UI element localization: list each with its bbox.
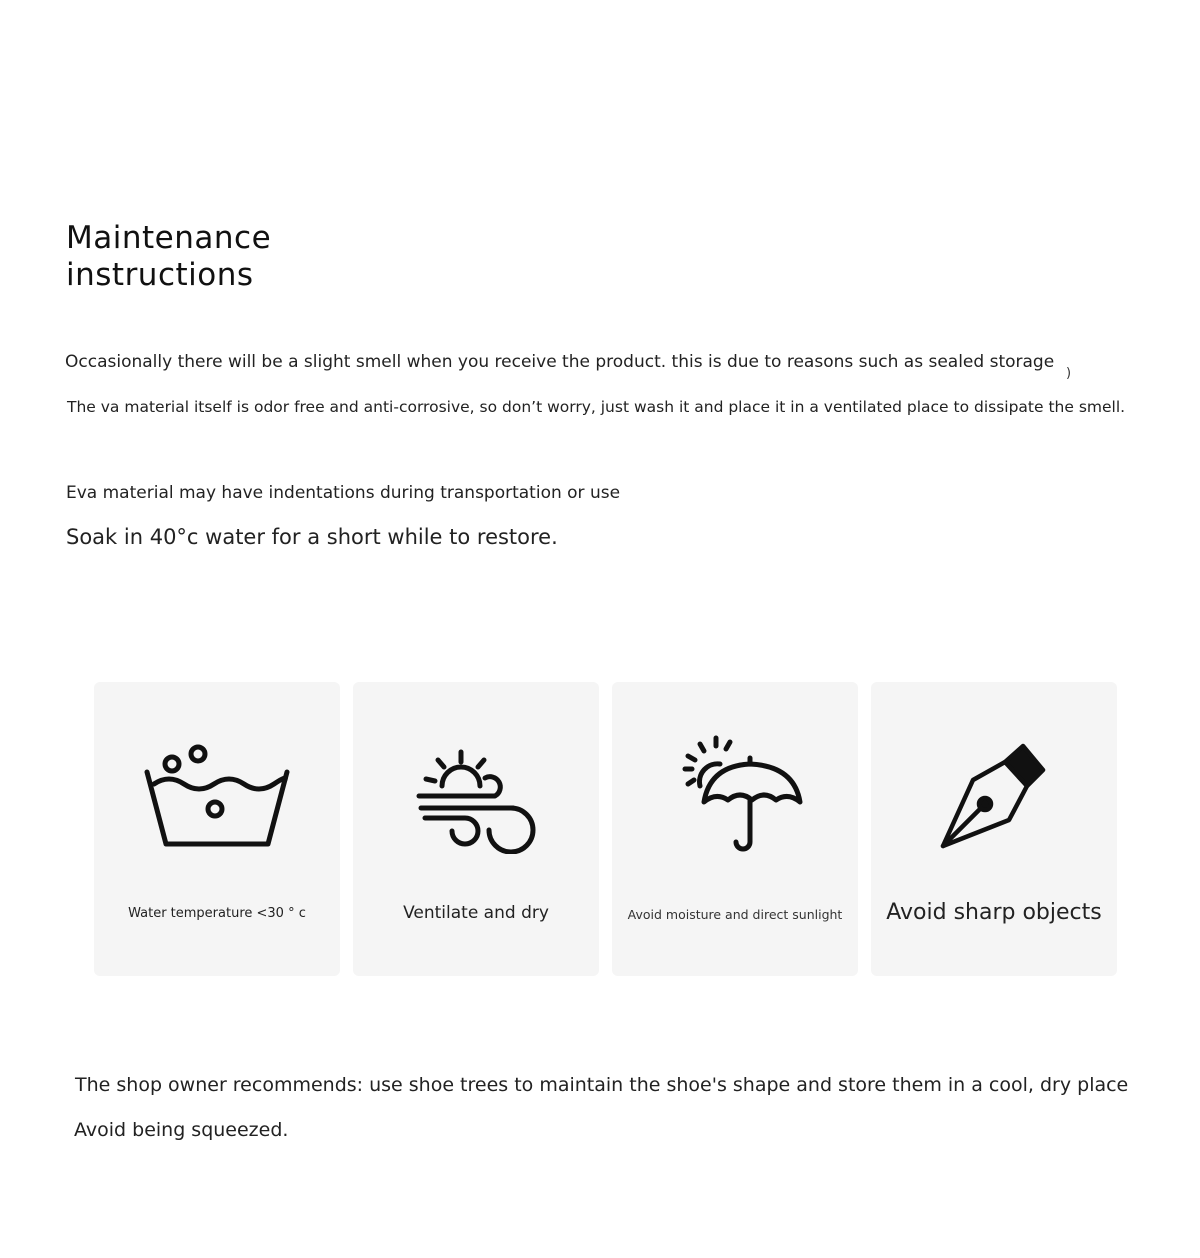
pen-nib-icon	[919, 734, 1069, 854]
care-label: Avoid moisture and direct sunlight	[627, 907, 843, 922]
sun-wind-icon	[401, 734, 551, 854]
care-label: Water temperature <30 ° c	[128, 906, 306, 921]
smell-notice: Occasionally there will be a slight smell when you receive the product. this is due to reasons such as sealed storage	[65, 352, 1055, 372]
care-card-avoid-sharp	[871, 682, 1117, 976]
stray-mark: )	[1066, 366, 1072, 381]
care-card-water-temperature	[94, 682, 340, 976]
care-card-ventilate	[353, 682, 599, 976]
wash-basin-icon	[142, 734, 292, 854]
indentation-notice: Eva material may have indentations during transportation or use	[66, 483, 621, 503]
title-line-1: Maintenance	[66, 220, 272, 256]
soak-instruction: Soak in 40°c water for a short while to restore.	[66, 525, 558, 549]
umbrella-sun-icon	[660, 734, 810, 854]
title-line-2: instructions	[66, 257, 254, 293]
care-label: Ventilate and dry	[403, 903, 549, 923]
shop-recommendation: The shop owner recommends: use shoe trees to maintain the shoe's shape and store them in a cool, dry place	[75, 1074, 1129, 1096]
care-label: Avoid sharp objects	[886, 900, 1102, 925]
squeeze-warning: Avoid being squeezed.	[74, 1119, 289, 1141]
page-title	[66, 220, 271, 294]
care-card-avoid-moisture	[612, 682, 858, 976]
material-notice: The va material itself is odor free and anti-corrosive, so don’t worry, just wash it and place it in a ventilated place to dissipate the smell.	[67, 398, 1126, 416]
